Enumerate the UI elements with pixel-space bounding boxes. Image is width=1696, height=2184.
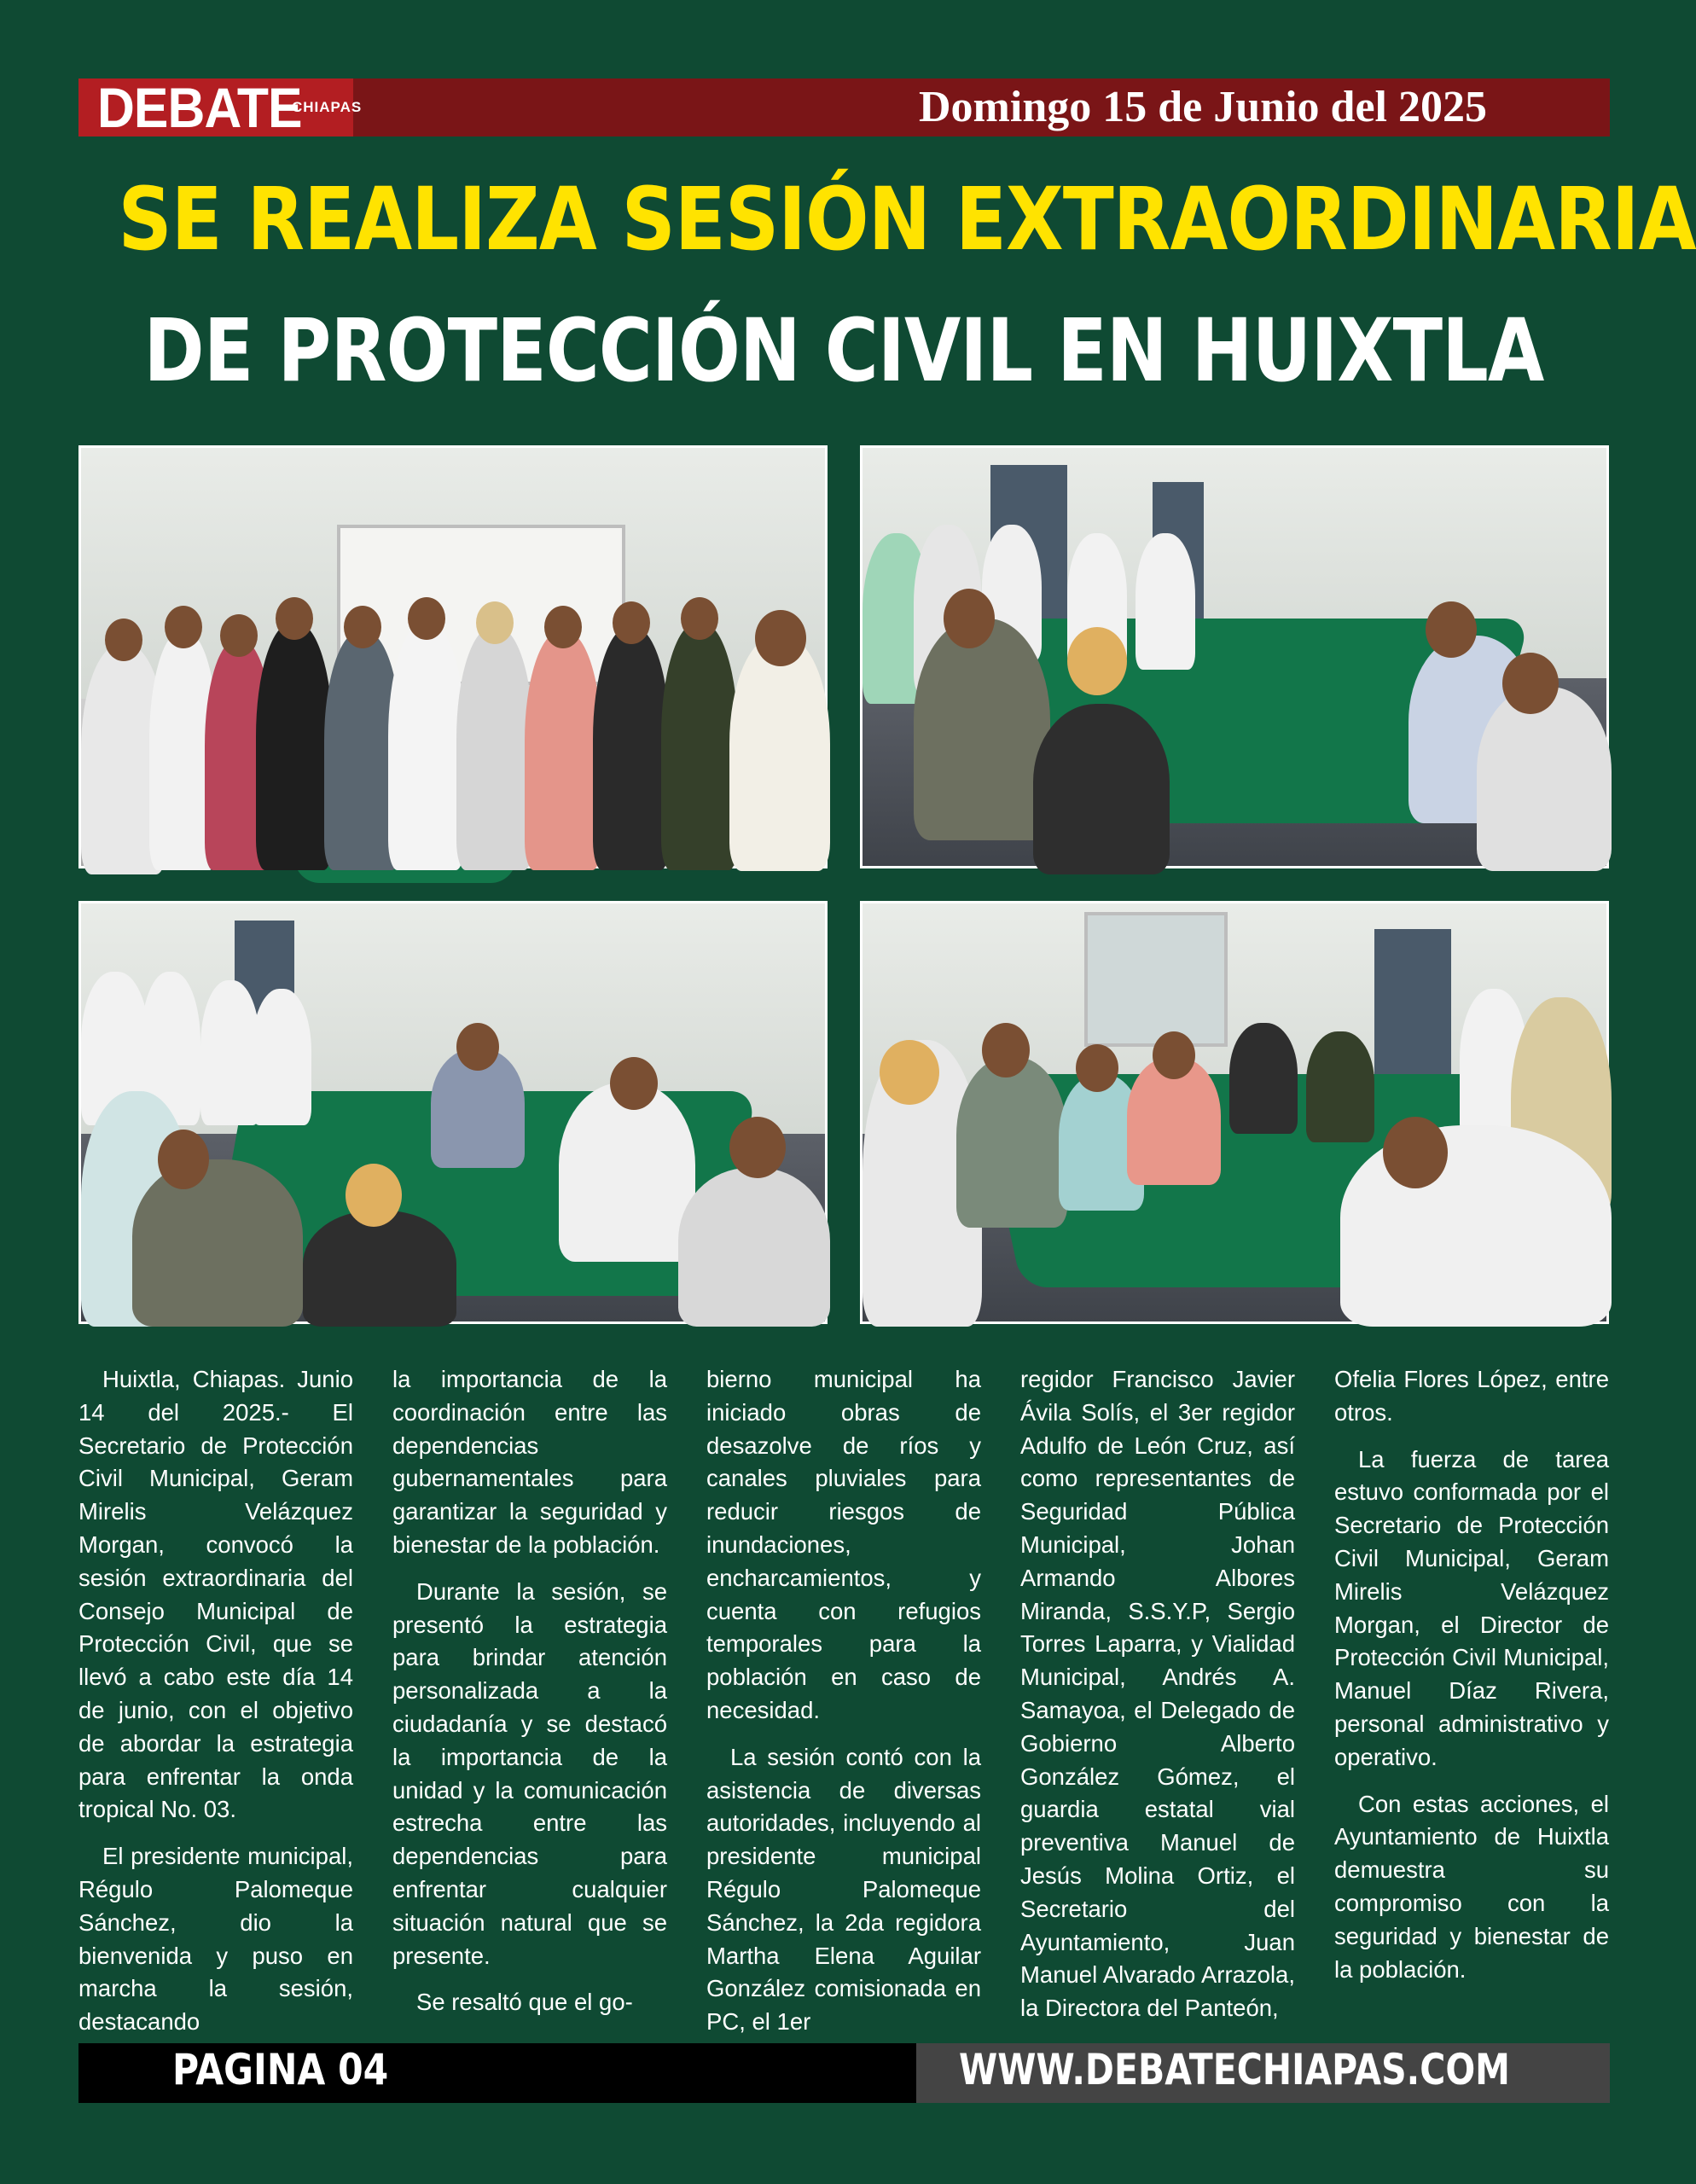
headline-line-1: SE REALIZA SESIÓN EXTRAORDINARIA — [118, 169, 1696, 270]
article-column-3 — [706, 1363, 981, 2053]
article-column-4 — [1020, 1363, 1295, 2039]
article-paragraph: Ofelia Flores López, entre otros. — [1334, 1366, 1609, 1426]
article-paragraph: Se resaltó que el go- — [416, 1989, 633, 2016]
logo — [78, 76, 363, 139]
group-photo — [78, 445, 828, 868]
page-number: PAGINA 04 — [172, 2045, 389, 2094]
article-column-1 — [78, 1363, 353, 2053]
meeting-photo-3 — [860, 901, 1609, 1324]
article-paragraph: El presidente municipal, Régulo Palomeque Sánchez, dio la bienvenida y puso en marcha la sesión, destacando — [78, 1843, 353, 2036]
article-column-5 — [1334, 1363, 1609, 2000]
article-paragraph: Durante la sesión, se presentó la estrategia para brindar atención personalizada a la ciudadanía y se destacó la importancia de la unidad y la comunicación estrecha entre las dependencias para enfrentar cualquier situación natural que se presente. — [392, 1577, 667, 1969]
footer-page-bar — [78, 2043, 916, 2103]
article-paragraph: Huixtla, Chiapas. Junio 14 del 2025.- El Secretario de Protección Civil Municipal, Geram Mirelis Velázquez Morgan, convocó la sesión extraordinaria del Consejo Municipal de Protección Civil, que se llevó a cabo este día 14 de junio, con el objetivo de abordar la estrategia para enfrentar la onda tropical No. 03. — [78, 1366, 353, 1823]
meeting-photo-1 — [860, 445, 1609, 868]
logo-text: DEBATE — [97, 76, 302, 139]
article-paragraph: regidor Francisco Javier Ávila Solís, el 3er regidor Adulfo de León Cruz, así como representantes de Seguridad Pública Municipal, Johan Armando Albores Miranda, S.S.Y.P, Sergio Torres Laparra, y Vialidad Municipal, Andrés A. Samayoa, el Delegado de Gobierno Alberto González Gómez, el guardia estatal vial preventiva Manuel de Jesús Molina Ortiz, el Secretario del Ayuntamiento, Juan Manuel Alvarado Arrazola, la Directora del Panteón, — [1020, 1366, 1295, 2022]
footer-website-bar — [916, 2043, 1610, 2103]
meeting-photo-2 — [78, 901, 828, 1324]
article-paragraph: bierno municipal ha iniciado obras de desazolve de ríos y canales pluviales para reducir riesgos de inundaciones, encharcamientos, y cuenta con refugios temporales para la población en caso de necesidad. — [706, 1366, 981, 1723]
article-paragraph: La sesión contó con la asistencia de diversas autoridades, incluyendo al presidente municipal Régulo Palomeque Sánchez, la 2da regidora Martha Elena Aguilar González comisionada en PC, el 1er — [706, 1743, 981, 2036]
masthead-bar — [78, 76, 1610, 139]
website-link[interactable]: WWW.DEBATECHIAPAS.COM — [959, 2045, 1510, 2094]
headline-line-2: DE PROTECCIÓN CIVIL EN HUIXTLA — [143, 300, 1544, 402]
issue-date: Domingo 15 de Junio del 2025 — [919, 83, 1487, 131]
article-paragraph: la importancia de la coordinación entre las dependencias gubernamentales para garantizar la seguridad y bienestar de la población. — [392, 1366, 667, 1558]
logo-subtext: CHIAPAS — [292, 99, 363, 115]
article-column-2 — [392, 1363, 667, 2033]
article-paragraph: La fuerza de tarea estuvo conformada por el Secretario de Protección Civil Municipal, Geram Mirelis Velázquez Morgan, el Director de Protección Civil Municipal, Manuel Díaz Rivera, personal administrativo y operativo. — [1334, 1445, 1609, 1770]
article-paragraph: Con estas acciones, el Ayuntamiento de Huixtla demuestra su compromiso con la seguridad y bienestar de la población. — [1334, 1790, 1609, 1983]
